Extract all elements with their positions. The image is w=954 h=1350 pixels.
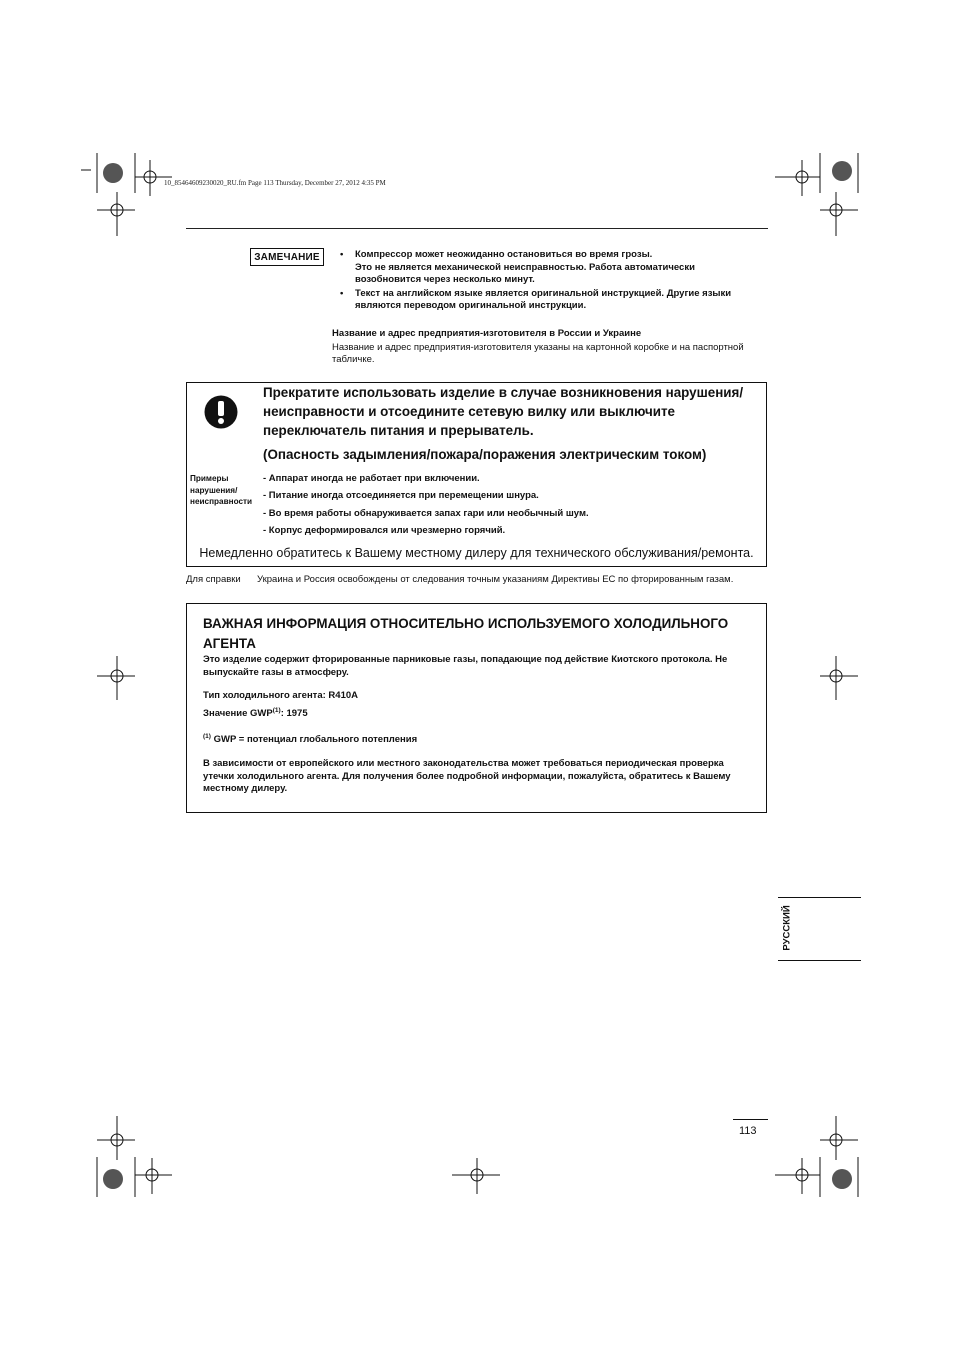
page-number-rule bbox=[733, 1119, 768, 1120]
note-list bbox=[340, 249, 760, 314]
list-item: - Питание иногда отсоединяется при перемещении шнура. bbox=[263, 490, 539, 502]
note-text: Компрессор может неожиданно остановиться во время грозы. bbox=[355, 249, 653, 260]
manufacturer-title: Название и адрес предприятия-изготовителя в России и Украине bbox=[332, 328, 642, 339]
refrigerant-title: ВАЖНАЯ ИНФОРМАЦИЯ ОТНОСИТЕЛЬНО ИСПОЛЬЗУЕМОГО ХОЛОДИЛЬНОГО АГЕНТА bbox=[203, 616, 729, 651]
footnote bbox=[203, 734, 743, 747]
note-item bbox=[340, 288, 760, 313]
refrigerant-closing: В зависимости от европейского или местного законодательства может требоваться периодическая проверка утечки холодильного агента. Для получения более подробной информации, пожалуйста, обратитесь к Вашему местному дилеру. bbox=[203, 758, 731, 794]
list-item: - Аппарат иногда не работает при включении. bbox=[263, 473, 480, 484]
refrigerant-type: Тип холодильного агента: R410A bbox=[203, 690, 358, 701]
gwp-label: Значение GWP bbox=[203, 708, 273, 719]
note-item bbox=[340, 249, 760, 287]
warning-heading: Прекратите использовать изделие в случае возникновения нарушения/ неисправности и отсоедините сетевую вилку или выключите переключатель питания и прерыватель. bbox=[263, 385, 744, 438]
list-item: - Корпус деформировался или чрезмерно горячий. bbox=[263, 524, 506, 536]
list-item: - Во время работы обнаруживается запах гари или необычный шум. bbox=[263, 507, 589, 519]
file-info-header: 10_85464609230020_RU.fm Page 113 Thursday, December 27, 2012 4:35 PM bbox=[164, 179, 386, 187]
gwp-line bbox=[203, 708, 743, 721]
note-label: ЗАМЕЧАНИЕ bbox=[250, 248, 324, 266]
warning-subheading: (Опасность задымления/пожара/поражения электрическим током) bbox=[263, 447, 707, 462]
page-number: 113 bbox=[739, 1125, 757, 1137]
manufacturer-text: Название и адрес предприятия-изготовителя указаны на картонной коробке и на паспортной табличке. bbox=[332, 342, 744, 365]
examples-list bbox=[263, 473, 753, 542]
language-tab-label: РУССКИЙ bbox=[781, 905, 793, 951]
exclamation-circle-icon bbox=[204, 395, 238, 429]
gwp-value: : 1975 bbox=[280, 708, 308, 719]
footnote-marker: (1) bbox=[203, 732, 211, 740]
bullet: • bbox=[340, 287, 344, 299]
note-text: Это не является механической неисправностью. Работа автоматически возобновится через несколько минут. bbox=[355, 261, 695, 285]
bullet: • bbox=[340, 249, 344, 260]
reference-label: Для справки bbox=[186, 574, 241, 585]
header-rule bbox=[186, 228, 768, 229]
footnote-text: GWP = потенциал глобального потепления bbox=[210, 734, 418, 745]
refrigerant-intro: Это изделие содержит фторированные парниковые газы, попадающие под действие Киотского протокола. Не выпускайте газы в атмосферу. bbox=[203, 654, 728, 678]
reference-text: Украина и Россия освобождены от следования точным указаниям Директивы ЕС по фторированным газам. bbox=[257, 574, 734, 585]
examples-label: Примеры нарушения/ неисправности bbox=[190, 474, 253, 506]
gwp-footnote-ref: (1) bbox=[272, 706, 281, 714]
note-text: Текст на английском языке является оригинальной инструкцией. Другие языки являются переводом оригинальной инструкции. bbox=[355, 287, 732, 311]
warning-footer: Немедленно обратитесь к Вашему местному дилеру для технического обслуживания/ремонта. bbox=[199, 546, 754, 560]
